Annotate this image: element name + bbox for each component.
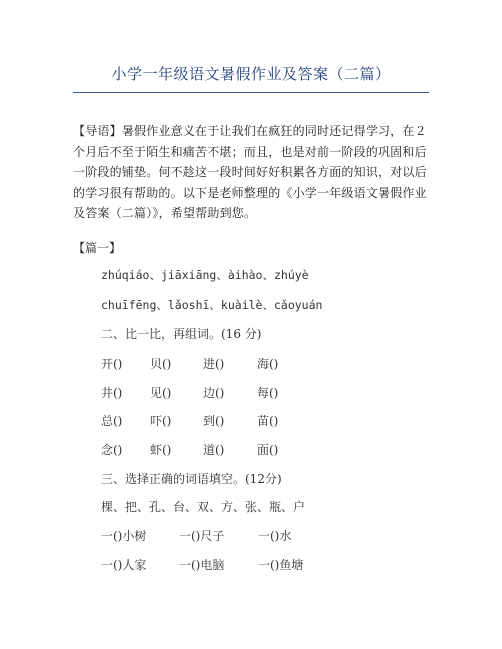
fill-item: 一()电脑	[179, 558, 225, 572]
intro-text: 暑假作业意义在于让我们在疯狂的同时还记得学习，在２个月后不至于陌生和痛苦不堪；而且，也是对前一阶段的巩固和后一阶段的铺垫。何不趁这一段时间好好积累各方面的知识，对以后的学习很有帮助的。以下是老师整理的《小学一年级语文暑假作业及答案（二篇）》，希望帮助到您。	[73, 124, 427, 220]
fill-item: 一()水	[258, 529, 292, 543]
pinyin-line: chuīfēng、lǎoshī、kuàilè、cǎoyuán	[101, 298, 323, 312]
compare-item: 边()	[203, 386, 225, 400]
intro-tag: 【导语】	[73, 124, 122, 138]
compare-item: 面()	[257, 443, 279, 457]
compare-item: 苗()	[257, 414, 279, 428]
intro-paragraph	[73, 121, 431, 224]
compare-item: 念()	[101, 443, 123, 457]
page-title: 小学一年级语文暑假作业及答案（二篇）	[111, 65, 391, 83]
pinyin-line: zhúqiáo、jiāxiāng、àihào、zhúyè	[101, 268, 309, 282]
compare-item: 吓()	[150, 414, 172, 428]
fill-item: 一()小树	[101, 529, 147, 543]
fill-item: 一()人家	[101, 558, 147, 572]
exercise-title: 二、比一比，再组词。(16 分)	[101, 327, 262, 341]
compare-item: 开()	[101, 357, 123, 371]
compare-item: 每()	[257, 386, 279, 400]
compare-item: 贝()	[150, 357, 172, 371]
compare-item: 海()	[257, 357, 279, 371]
exercise-title: 三、选择正确的词语填空。(12分)	[101, 472, 282, 486]
compare-item: 虾()	[150, 443, 172, 457]
title-divider	[73, 92, 429, 93]
compare-item: 见()	[150, 386, 172, 400]
compare-item: 道()	[203, 443, 225, 457]
compare-item: 到()	[203, 414, 225, 428]
section-heading: 【篇一】	[73, 241, 122, 255]
word-bank: 棵、把、孔、台、双、方、张、瓶、户	[101, 500, 306, 514]
compare-item: 总()	[101, 414, 123, 428]
fill-item: 一()鱼塘	[258, 558, 304, 572]
fill-item: 一()尺子	[179, 529, 225, 543]
compare-item: 井()	[101, 386, 123, 400]
compare-item: 进()	[203, 357, 225, 371]
